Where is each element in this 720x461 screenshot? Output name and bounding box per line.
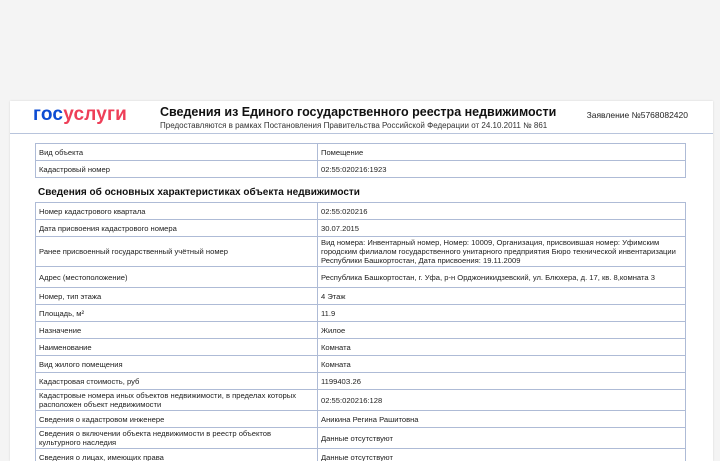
row-label: Дата присвоения кадастрового номера [36, 220, 318, 237]
row-value: Комната [318, 339, 686, 356]
table-row [36, 144, 686, 161]
table-row [36, 237, 686, 267]
row-label: Номер, тип этажа [36, 288, 318, 305]
row-value: Помещение [318, 144, 686, 161]
basic-info-table [35, 143, 686, 178]
row-label: Назначение [36, 322, 318, 339]
row-label: Сведения о лицах, имеющих права [36, 449, 318, 461]
table-row [36, 339, 686, 356]
table-row [36, 161, 686, 178]
row-label: Сведения о включении объекта недвижимости в реестр объектов культурного наследия [36, 428, 318, 449]
row-value: 4 Этаж [318, 288, 686, 305]
row-label: Площадь, м² [36, 305, 318, 322]
statement-number: Заявление №5768082420 [587, 110, 688, 120]
row-label: Кадастровая стоимость, руб [36, 373, 318, 390]
table-row [36, 390, 686, 411]
row-value: 02:55:020216 [318, 203, 686, 220]
row-value: Данные отсутствуют [318, 449, 686, 461]
characteristics-table [35, 202, 686, 461]
table-row [36, 288, 686, 305]
table-row [36, 449, 686, 461]
document-subtitle: Предоставляются в рамках Постановления Правительства Российской Федерации от 24.10.2011 № 861 [160, 121, 547, 130]
row-label: Вид жилого помещения [36, 356, 318, 373]
table-row [36, 322, 686, 339]
row-label: Номер кадастрового квартала [36, 203, 318, 220]
row-label: Вид объекта [36, 144, 318, 161]
logo-part-2: услуги [63, 104, 127, 125]
row-value: 02:55:020216:128 [318, 390, 686, 411]
table-row [36, 220, 686, 237]
row-label: Сведения о кадастровом инженере [36, 411, 318, 428]
gosuslugi-logo [33, 103, 127, 127]
row-label: Наименование [36, 339, 318, 356]
row-value: Жилое [318, 322, 686, 339]
row-label: Адрес (местоположение) [36, 267, 318, 288]
row-value: 119940З.26 [318, 373, 686, 390]
document-header [10, 101, 713, 134]
row-value: 02:55:020216:1923 [318, 161, 686, 178]
row-value: Комната [318, 356, 686, 373]
document-page [10, 101, 713, 461]
row-label: Ранее присвоенный государственный учётный номер [36, 237, 318, 267]
row-value: Аникина Регина Рашитовна [318, 411, 686, 428]
table-row [36, 267, 686, 288]
row-value: Данные отсутствуют [318, 428, 686, 449]
document-title: Сведения из Единого государственного реестра недвижимости [160, 105, 556, 119]
table-row [36, 203, 686, 220]
row-label: Кадастровые номера иных объектов недвижимости, в пределах которых расположен объект недвижимости [36, 390, 318, 411]
table-row [36, 356, 686, 373]
row-value: 30.07.2015 [318, 220, 686, 237]
table-row [36, 305, 686, 322]
row-label: Кадастровый номер [36, 161, 318, 178]
table-row [36, 373, 686, 390]
table-row [36, 411, 686, 428]
row-value: Республика Башкортостан, г. Уфа, р-н Орджоникидзевский, ул. Блюхера, д. 17, кв. 8,комната 3 [318, 267, 686, 288]
table-row [36, 428, 686, 449]
logo-part-1: гос [33, 104, 63, 125]
section-title: Сведения об основных характеристиках объекта недвижимости [38, 187, 360, 198]
row-value: 11.9 [318, 305, 686, 322]
row-value: Вид номера: Инвентарный номер, Номер: 10009, Организация, присвоившая номер: Уфимским городским филиалом государственного унитарного предприятия Бюро технической инвентаризации Республики Башкортостан, Дата присвоения: 19.11.2009 [318, 237, 686, 267]
